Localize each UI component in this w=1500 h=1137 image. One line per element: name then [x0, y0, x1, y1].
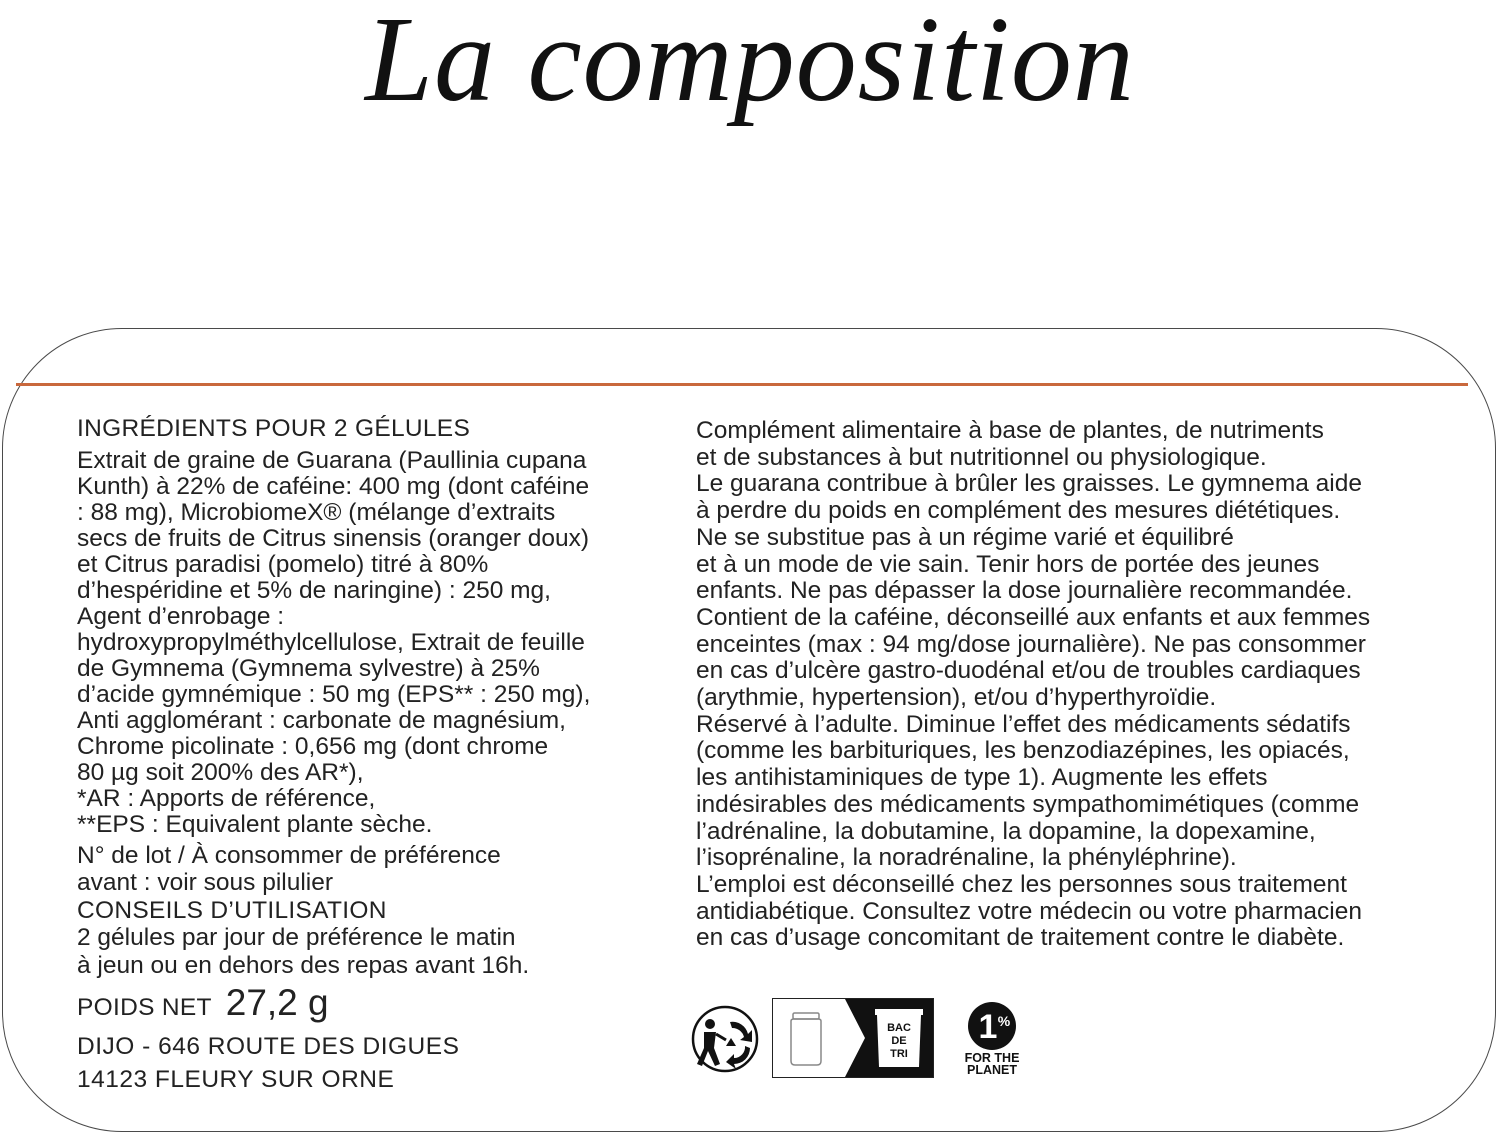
right-column: [696, 418, 1476, 952]
left-column: [77, 416, 677, 1096]
bin-text-2: DE: [891, 1035, 907, 1047]
conseils-heading: CONSEILS D’UTILISATION: [77, 897, 387, 924]
svg-text:%: %: [997, 1013, 1011, 1029]
page-title: La composition: [365, 0, 1135, 127]
recycling-logos: [690, 998, 1050, 1088]
one-percent-planet-logo: [952, 1000, 1032, 1084]
sorting-bin-icon: [772, 998, 934, 1078]
accent-divider: [16, 383, 1468, 386]
lot-text: N° de lot / À consommer de préférence avant : voir sous pilulier: [77, 842, 501, 896]
one-percent-text: FOR THE PLANET: [964, 1051, 1020, 1077]
product-description: Complément alimentaire à base de plantes, de nutriments et de substances à but nutritionnel ou physiologique. Le guarana contribue à brûler les graisses. Le gymnema aide à perdre du poids en complément des mesures diététiques. Ne se substitue pas à un régime varié et équilibré et à un mode de vie sain. Tenir hors de portée des jeunes enfants. Ne pas dépasser la dose journalière recommandée. Contient de la caféine, déconseillé aux enfants et aux femmes enceintes (max : 94 mg/dose journalière). Ne pas consommer en cas d’ulcère gastro-duodénal et/ou de troubles cardiaques (arythmie, hypertension), et/ou d’hyperthyroïdie. Réservé à l’adulte. Diminue l’effet des médicaments sédatifs (comme les barbituriques, les benzodiazépines, les opiacés, les antihistaminiques de type 1). Augmente les effets indésirables des médicaments sympathomimétiques (comme l’adrénaline, la dobutamine, la dopamine, la dopexamine, l’isoprénaline, la noradrénaline, la phényléphrine). L’emploi est déconseillé chez les personnes sous traitement antidiabétique. Consultez votre médecin ou votre pharmacien en cas d’usage concomitant de traitement contre le diabète.: [696, 417, 1371, 952]
manufacturer-address: DIJO - 646 ROUTE DES DIGUES 14123 FLEURY SUR ORNE: [77, 1033, 460, 1093]
triman-icon: [690, 1004, 760, 1074]
ingredients-heading: INGRÉDIENTS POUR 2 GÉLULES: [77, 415, 471, 442]
net-weight-value: 27,2 g: [225, 982, 329, 1023]
sorting-bin-graphic: [773, 999, 933, 1077]
net-weight: [77, 982, 677, 1026]
one-percent-icon: [952, 1000, 1032, 1052]
svg-text:1: 1: [978, 1008, 998, 1046]
conseils-text: 2 gélules par jour de préférence le matin à jeun ou en dehors des repas avant 16h.: [77, 924, 530, 979]
ingredients-text: Extrait de graine de Guarana (Paullinia cupana Kunth) à 22% de caféine: 400 mg (dont caféine : 88 mg), MicrobiomeX® (mélange d’extraits secs de fruits de Citrus sinensis (oranger doux) et Citrus paradisi (pomelo) titré à 80% d’hespéridine et 5% de naringine) : 250 mg, Agent d’enrobage : hydroxypropylméthylcellulose, Extrait de feuille de Gymnema (Gymnema sylvestre) à 25% d’acide gymnémique : 50 mg (EPS** : 250 mg), Anti agglomérant : carbonate de magnésium, Chrome picolinate : 0,656 mg (dont chrome 80 µg soit 200% des AR*), *AR : Apports de référence, **EPS : Equivalent plante sèche.: [77, 447, 591, 838]
bin-text-1: BAC: [887, 1022, 911, 1034]
bin-text-3: TRI: [890, 1048, 908, 1060]
net-weight-label: POIDS NET: [77, 994, 212, 1021]
